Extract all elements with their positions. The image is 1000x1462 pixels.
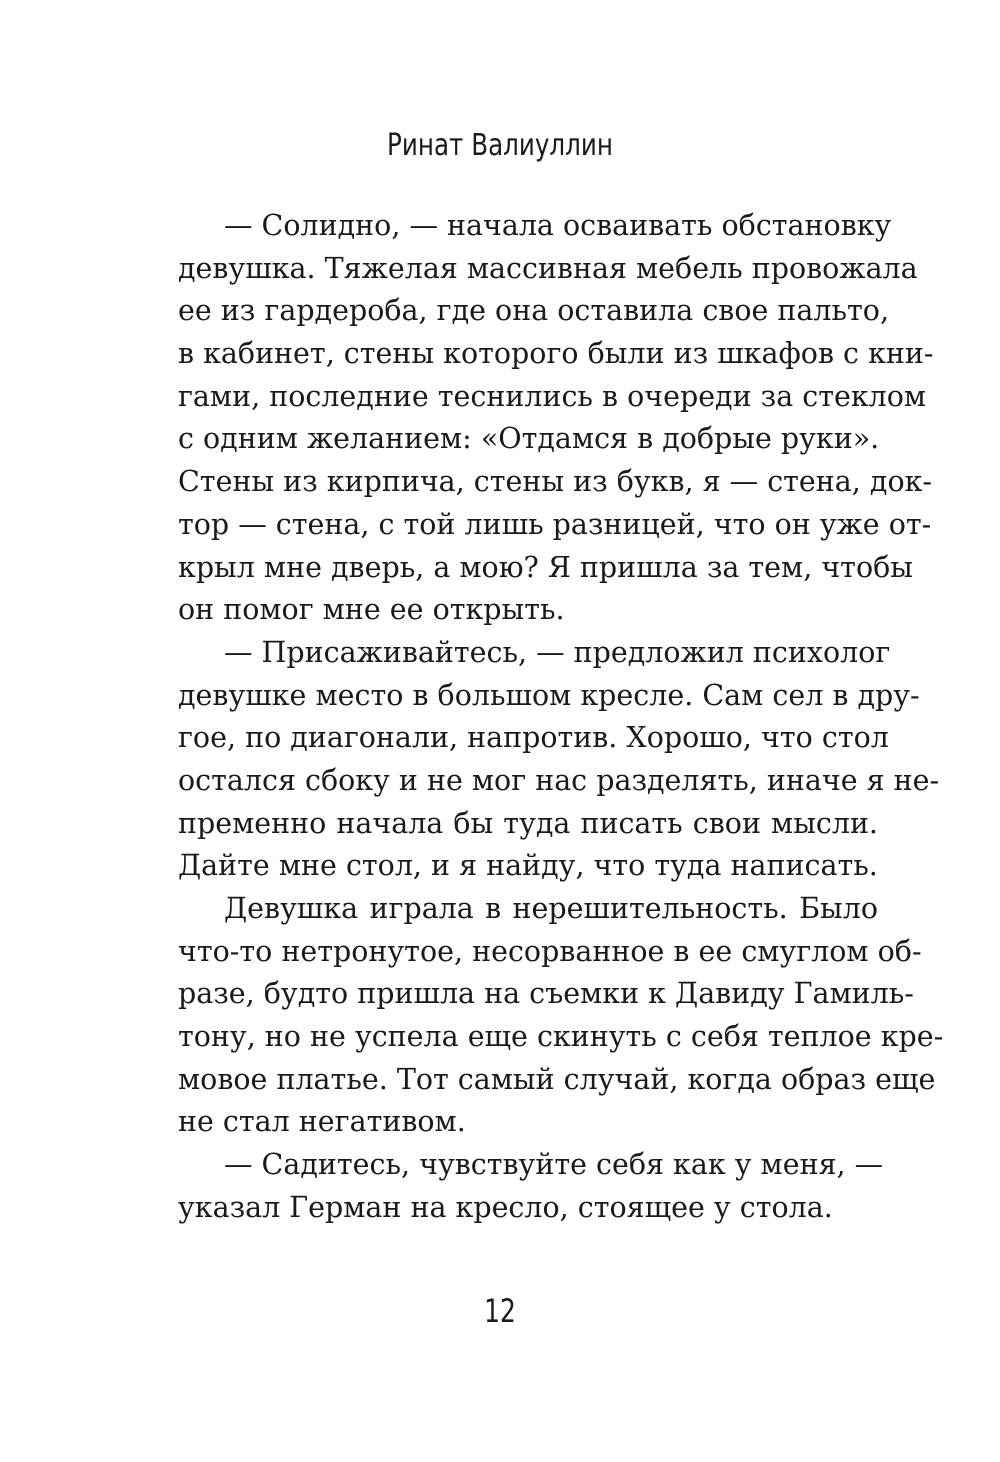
text-line: девушке место в большом кресле. Сам сел в дру-: [178, 678, 920, 712]
text-line: тор — стена, с той лишь разницей, что он уже от-: [178, 507, 932, 541]
text-line: остался сбоку и не мог нас разделять, иначе я не-: [178, 763, 940, 797]
text-line: указал Герман на кресло, стоящее у стола.: [178, 1190, 833, 1224]
paragraph: [178, 632, 940, 888]
text-line: что-то нетронутое, несорванное в ее смуглом об-: [178, 934, 922, 968]
text-line: Стены из кирпича, стены из букв, я — стена, док-: [178, 465, 933, 499]
text-line: крыл мне дверь, а мою? Я пришла за тем, чтобы: [178, 550, 913, 584]
text-line: он помог мне ее открыть.: [178, 593, 565, 627]
text-line: — Садитесь, чувствуйте себя как у меня, —: [224, 1148, 884, 1182]
text-line: — Солидно, — начала осваивать обстановку: [224, 209, 892, 242]
text-line: девушка. Тяжелая массивная мебель провожала: [178, 251, 918, 285]
paragraph: [178, 1144, 884, 1229]
text-line: мовое платье. Тот самый случай, когда образ еще: [178, 1062, 936, 1096]
text-line: с одним желанием: «Отдамся в добрые руки».: [178, 422, 880, 456]
body-text: [178, 205, 944, 1230]
running-header-author: Ринат Валиуллин: [387, 128, 613, 163]
text-line: тону, но не успела еще скинуть с себя теплое кре-: [178, 1020, 944, 1054]
text-line: пременно начала бы туда писать свои мысли.: [178, 806, 878, 840]
text-line: Девушка играла в нерешительность. Было: [224, 892, 878, 925]
text-line: Дайте мне стол, и я найду, что туда написать.: [178, 849, 878, 883]
text-line: не стал негативом.: [178, 1105, 466, 1139]
text-line: гами, последние теснились в очереди за стеклом: [178, 379, 927, 413]
page-number: 12: [484, 1292, 516, 1330]
paragraph: [178, 205, 934, 632]
text-line: в кабинет, стены которого были из шкафов с кни-: [178, 337, 934, 371]
text-line: гое, по диагонали, напротив. Хорошо, что стол: [178, 721, 889, 755]
text-line: ее из гардероба, где она оставила свое пальто,: [178, 294, 890, 328]
text-line: — Присаживайтесь, — предложил психолог: [224, 635, 891, 669]
text-line: разе, будто пришла на съемки к Давиду Гамиль-: [178, 977, 914, 1011]
paragraph: [178, 888, 944, 1144]
